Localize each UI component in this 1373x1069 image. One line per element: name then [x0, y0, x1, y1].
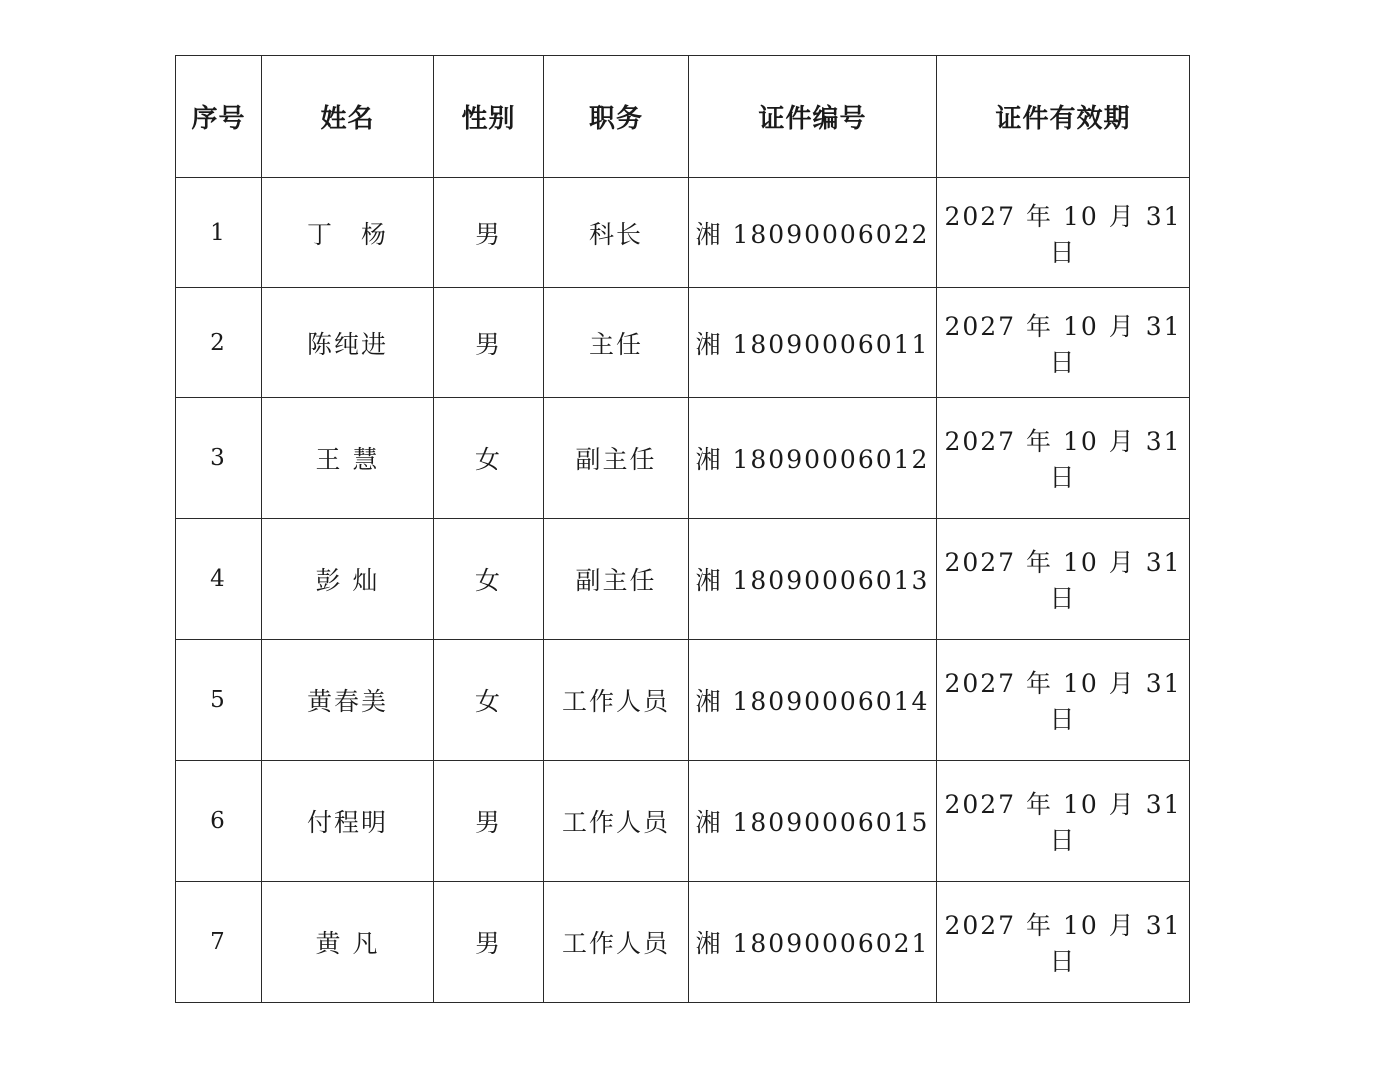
cell-gender: 男 [434, 761, 544, 882]
cell-certificate-number: 湘 18090006012 [689, 398, 937, 519]
cell-certificate-validity: 2027 年 10 月 31 日 [937, 288, 1190, 398]
cell-position: 工作人员 [544, 640, 689, 761]
cell-position: 科长 [544, 178, 689, 288]
cell-serial-number: 6 [176, 761, 262, 882]
cell-position: 工作人员 [544, 882, 689, 1003]
table-row [176, 882, 1190, 1003]
cell-gender: 男 [434, 288, 544, 398]
table-row [176, 519, 1190, 640]
cell-gender: 女 [434, 640, 544, 761]
cell-position: 主任 [544, 288, 689, 398]
table-row [176, 288, 1190, 398]
table-row [176, 640, 1190, 761]
cell-serial-number: 7 [176, 882, 262, 1003]
cell-position: 工作人员 [544, 761, 689, 882]
cell-position: 副主任 [544, 398, 689, 519]
cell-certificate-number: 湘 18090006021 [689, 882, 937, 1003]
cell-certificate-validity: 2027 年 10 月 31 日 [937, 178, 1190, 288]
table-row [176, 761, 1190, 882]
cell-certificate-number: 湘 18090006013 [689, 519, 937, 640]
cell-gender: 男 [434, 178, 544, 288]
cell-gender: 女 [434, 519, 544, 640]
cell-certificate-validity: 2027 年 10 月 31 日 [937, 640, 1190, 761]
cell-name: 彭 灿 [262, 519, 434, 640]
cell-certificate-number: 湘 18090006014 [689, 640, 937, 761]
cell-certificate-validity: 2027 年 10 月 31 日 [937, 882, 1190, 1003]
cell-certificate-number: 湘 18090006011 [689, 288, 937, 398]
header-certificate-number: 证件编号 [689, 56, 937, 178]
cell-name: 黄春美 [262, 640, 434, 761]
cell-serial-number: 1 [176, 178, 262, 288]
cell-certificate-validity: 2027 年 10 月 31 日 [937, 519, 1190, 640]
cell-gender: 女 [434, 398, 544, 519]
cell-certificate-validity: 2027 年 10 月 31 日 [937, 398, 1190, 519]
table-row [176, 398, 1190, 519]
cell-gender: 男 [434, 882, 544, 1003]
cell-serial-number: 2 [176, 288, 262, 398]
personnel-certificate-table [175, 55, 1190, 1003]
table-row [176, 178, 1190, 288]
header-position: 职务 [544, 56, 689, 178]
cell-name: 陈纯进 [262, 288, 434, 398]
cell-certificate-number: 湘 18090006015 [689, 761, 937, 882]
cell-name: 付程明 [262, 761, 434, 882]
cell-name: 丁 杨 [262, 178, 434, 288]
cell-position: 副主任 [544, 519, 689, 640]
header-serial-number: 序号 [176, 56, 262, 178]
cell-certificate-validity: 2027 年 10 月 31 日 [937, 761, 1190, 882]
cell-certificate-number: 湘 18090006022 [689, 178, 937, 288]
cell-serial-number: 3 [176, 398, 262, 519]
header-certificate-validity: 证件有效期 [937, 56, 1190, 178]
header-name: 姓名 [262, 56, 434, 178]
cell-serial-number: 4 [176, 519, 262, 640]
table-header-row [176, 56, 1190, 178]
cell-serial-number: 5 [176, 640, 262, 761]
cell-name: 王 慧 [262, 398, 434, 519]
cell-name: 黄 凡 [262, 882, 434, 1003]
header-gender: 性别 [434, 56, 544, 178]
